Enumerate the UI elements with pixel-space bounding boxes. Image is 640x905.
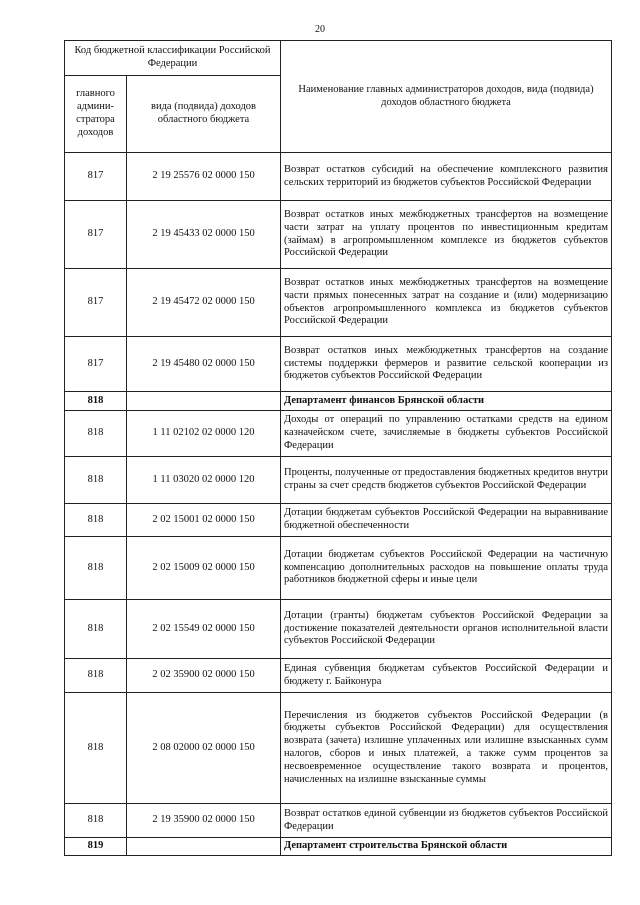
section-title-cell: Департамент финансов Брянской области <box>281 392 612 411</box>
revenue-name-cell: Единая субвенция бюджетам субъектов Российской Федерации и бюджету г. Байконура <box>281 659 612 693</box>
admin-code-cell: 817 <box>65 201 127 269</box>
revenue-code-cell: 2 19 25576 02 0000 150 <box>127 153 281 201</box>
revenue-name-cell: Перечисления из бюджетов субъектов Российской Федерации (в бюджеты субъектов Российской Федерации) для осуществления возврата (зачета) излишне уплаченных или излишне взысканных сумм налогов, сборов и иных платежей, а также сумм процентов за несвоевременное осуществление такого возврата и процентов, начисленных на излишне взысканные суммы <box>281 693 612 804</box>
revenue-name-cell: Возврат остатков субсидий на обеспечение комплексного развития сельских территорий из бюджетов субъектов Российской Федерации <box>281 153 612 201</box>
admin-code-cell: 818 <box>65 392 127 411</box>
revenue-name-cell: Дотации бюджетам субъектов Российской Федерации на частичную компенсацию дополнительных расходов на повышение оплаты труда работников бюджетной сферы и иные цели <box>281 537 612 600</box>
table-row <box>65 537 612 600</box>
section-row <box>65 838 612 856</box>
admin-code-cell: 818 <box>65 537 127 600</box>
revenue-code-cell <box>127 838 281 856</box>
revenue-name-cell: Возврат остатков единой субвенции из бюджетов субъектов Российской Федерации <box>281 804 612 838</box>
revenue-code-cell: 2 19 45472 02 0000 150 <box>127 269 281 337</box>
budget-classification-table <box>64 40 612 856</box>
table-row <box>65 201 612 269</box>
table-row <box>65 504 612 537</box>
admin-code-cell: 817 <box>65 337 127 392</box>
admin-code-cell: 818 <box>65 457 127 504</box>
revenue-code-cell: 2 02 15001 02 0000 150 <box>127 504 281 537</box>
revenue-code-cell: 2 02 35900 02 0000 150 <box>127 659 281 693</box>
table-row <box>65 411 612 457</box>
header-kind-column: вида (подвида) доходов областного бюджета <box>127 76 281 153</box>
header-admin-column: главного админи-стратора доходов <box>65 76 127 153</box>
revenue-name-cell: Дотации бюджетам субъектов Российской Федерации на выравнивание бюджетной обеспеченности <box>281 504 612 537</box>
table-row <box>65 153 612 201</box>
admin-code-cell: 817 <box>65 269 127 337</box>
revenue-name-cell: Возврат остатков иных межбюджетных трансфертов на создание системы поддержки фермеров и развитие сельской кооперации из бюджетов субъектов Российской Федерации <box>281 337 612 392</box>
revenue-code-cell: 2 19 45480 02 0000 150 <box>127 337 281 392</box>
revenue-name-cell: Проценты, полученные от предоставления бюджетных кредитов внутри страны за счет средств бюджетов субъектов Российской Федерации <box>281 457 612 504</box>
admin-code-cell: 818 <box>65 693 127 804</box>
revenue-code-cell: 1 11 02102 02 0000 120 <box>127 411 281 457</box>
table-row <box>65 337 612 392</box>
revenue-code-cell: 2 08 02000 02 0000 150 <box>127 693 281 804</box>
revenue-code-cell: 2 19 35900 02 0000 150 <box>127 804 281 838</box>
admin-code-cell: 817 <box>65 153 127 201</box>
table-row <box>65 457 612 504</box>
revenue-name-cell: Возврат остатков иных межбюджетных трансфертов на возмещение части затрат на уплату процентов по инвестиционным кредитам (займам) в агропромышленном комплексе из бюджетов субъектов Российской Федерации <box>281 201 612 269</box>
table-row <box>65 693 612 804</box>
revenue-name-cell: Дотации (гранты) бюджетам субъектов Российской Федерации за достижение показателей деятельности органов исполнительной власти субъектов Российской Федерации <box>281 600 612 659</box>
revenue-code-cell: 1 11 03020 02 0000 120 <box>127 457 281 504</box>
table-row <box>65 804 612 838</box>
admin-code-cell: 818 <box>65 504 127 537</box>
revenue-code-cell: 2 19 45433 02 0000 150 <box>127 201 281 269</box>
table-row <box>65 269 612 337</box>
table-row <box>65 600 612 659</box>
revenue-code-cell <box>127 392 281 411</box>
header-code-group: Код бюджетной классификации Российской Федерации <box>65 41 281 76</box>
table-row <box>65 659 612 693</box>
revenue-name-cell: Возврат остатков иных межбюджетных трансфертов на возмещение части прямых понесенных затрат на создание и (или) модернизацию объектов агропромышленного комплекса из бюджетов субъектов Российской Федерации <box>281 269 612 337</box>
section-row <box>65 392 612 411</box>
section-title-cell: Департамент строительства Брянской области <box>281 838 612 856</box>
admin-code-cell: 818 <box>65 411 127 457</box>
admin-code-cell: 819 <box>65 838 127 856</box>
revenue-code-cell: 2 02 15549 02 0000 150 <box>127 600 281 659</box>
header-name-column: Наименование главных администраторов доходов, вида (подвида) доходов областного бюджета <box>281 41 612 153</box>
admin-code-cell: 818 <box>65 804 127 838</box>
revenue-name-cell: Доходы от операций по управлению остатками средств на едином казначейском счете, зачисляемые в бюджеты субъектов Российской Федерации <box>281 411 612 457</box>
page-number: 20 <box>315 24 325 35</box>
admin-code-cell: 818 <box>65 659 127 693</box>
admin-code-cell: 818 <box>65 600 127 659</box>
revenue-code-cell: 2 02 15009 02 0000 150 <box>127 537 281 600</box>
table-body <box>65 153 612 856</box>
